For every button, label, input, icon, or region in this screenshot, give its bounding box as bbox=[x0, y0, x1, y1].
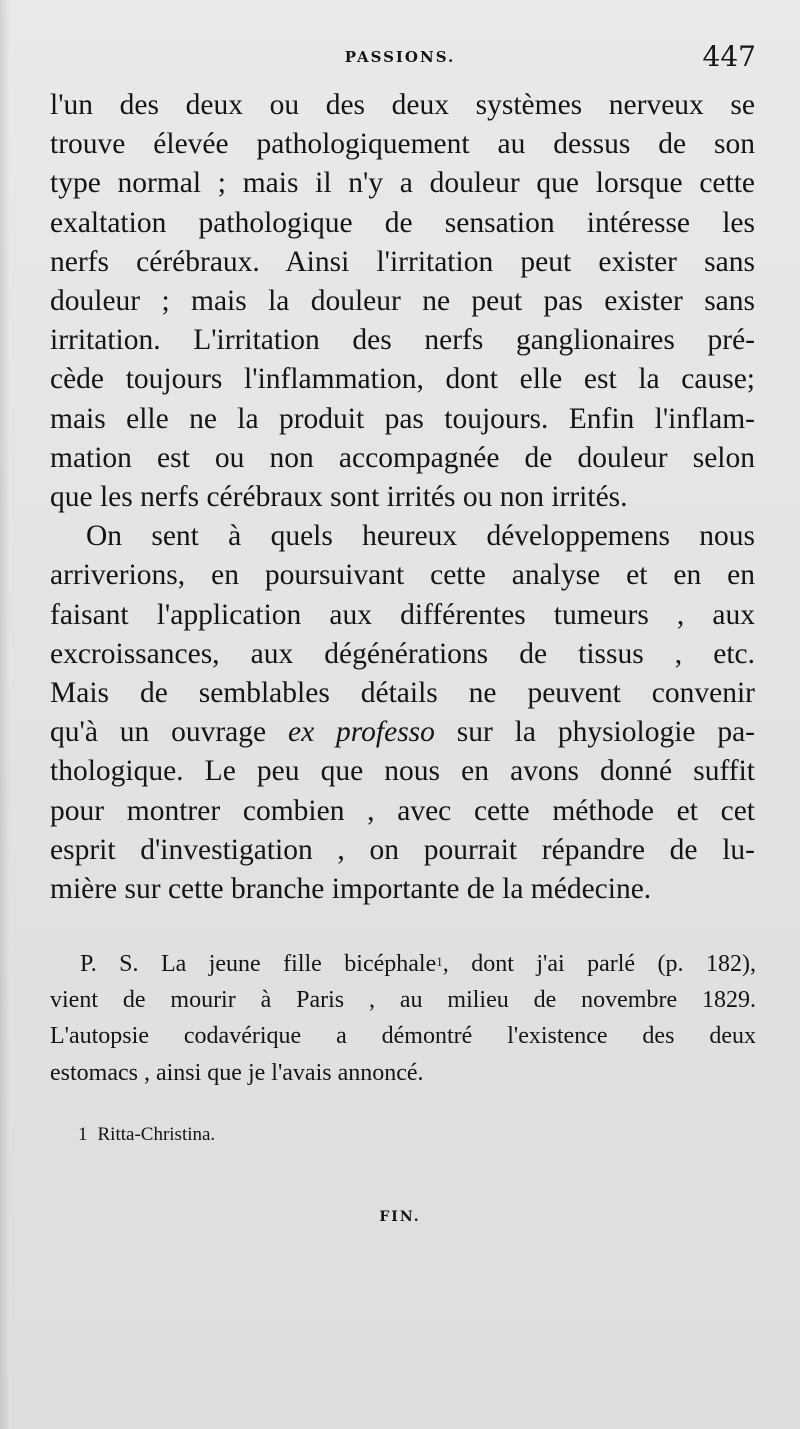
text-line: pour montrer combien , avec cette méthode et cet bbox=[50, 794, 755, 827]
text-line: faisant l'application aux différentes tumeurs , aux bbox=[50, 598, 755, 631]
text-line: nerfs cérébraux. Ainsi l'irritation peut exister sans bbox=[50, 245, 755, 278]
postscript-line: vient de mourir à Paris , au milieu de novembre 1829. bbox=[50, 987, 756, 1014]
text-line: mation est ou non accompagnée de douleur selon bbox=[50, 441, 755, 474]
text-fragment: P. S. La jeune fille bicéphale bbox=[80, 951, 437, 977]
text-line: type normal ; mais il n'y a douleur que lorsque cette bbox=[50, 167, 755, 200]
main-text bbox=[50, 86, 755, 909]
text-line: que les nerfs cérébraux sont irrités ou non irrités. bbox=[50, 481, 628, 514]
text-line: l'un des deux ou des deux systèmes nerveux se bbox=[50, 89, 755, 121]
text-line: mière sur cette branche importante de la médecine. bbox=[50, 873, 652, 906]
text-line: esprit d'investigation , on pourrait répandre de lu- bbox=[50, 833, 755, 866]
text-line: trouve élevée pathologiquement au dessus de son bbox=[50, 128, 755, 161]
running-title: PASSIONS. bbox=[344, 48, 456, 66]
text-line: irritation. L'irritation des nerfs ganglionaires pré- bbox=[50, 324, 755, 357]
text-line: thologique. Le peu que nous en avons donné suffit bbox=[50, 755, 755, 788]
page-number: 447 bbox=[702, 40, 756, 73]
text-line: excroissances, aux dégénérations de tissus , etc. bbox=[50, 637, 755, 670]
text-line bbox=[50, 713, 755, 752]
text-line: exaltation pathologique de sensation intéresse les bbox=[50, 206, 755, 239]
text-line: cède toujours l'inflammation, dont elle est la cause; bbox=[50, 363, 755, 396]
text-line: douleur ; mais la douleur ne peut pas exister sans bbox=[50, 285, 755, 318]
postscript bbox=[50, 946, 756, 1091]
footnote-text: Ritta-Christina. bbox=[97, 1124, 216, 1145]
footnote-mark: 1 bbox=[78, 1124, 88, 1145]
text-line: Mais de semblables détails ne peuvent convenir bbox=[50, 677, 755, 710]
text-line: mais elle ne la produit pas toujours. Enfin l'inflam- bbox=[50, 402, 755, 435]
footnote bbox=[78, 1124, 215, 1146]
text-fragment: , dont j'ai parlé (p. 182), bbox=[442, 951, 756, 977]
italic-phrase: ex professo bbox=[287, 716, 435, 749]
text-fragment: qu'à un ouvrage bbox=[50, 716, 288, 749]
postscript-line: estomacs , ainsi que je l'avais annoncé. bbox=[50, 1059, 424, 1086]
postscript-line bbox=[50, 946, 756, 982]
footnote-reference[interactable]: 1 bbox=[436, 954, 443, 969]
text-fragment: sur la physiologie pa- bbox=[434, 716, 756, 749]
text-line: On sent à quels heureux développemens nous bbox=[86, 520, 755, 553]
text-line: arriverions, en poursuivant cette analyse et en en bbox=[50, 559, 755, 592]
end-mark: FIN. bbox=[379, 1209, 421, 1225]
postscript-line: L'autopsie codavérique a démontré l'existence des deux bbox=[50, 1023, 756, 1050]
